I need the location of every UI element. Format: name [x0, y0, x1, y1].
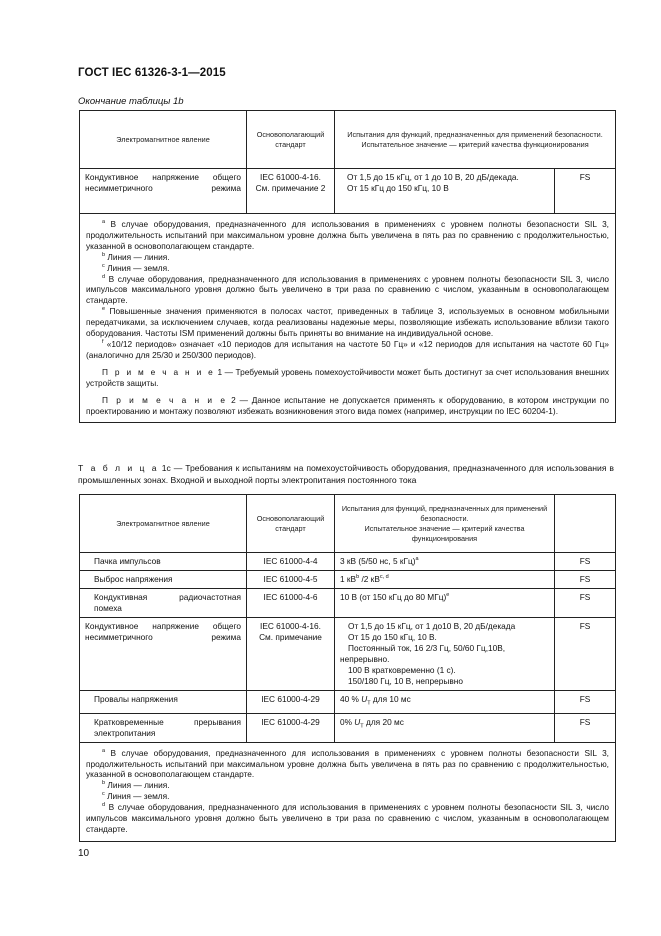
value-line: От 15 до 150 кГц, 10 В. — [348, 632, 437, 642]
header-tests-line2: Испытательное значение — критерий качества функционирования — [361, 139, 589, 149]
cell-standard: IEC 61000-4-29 — [247, 713, 335, 742]
table-row — [80, 713, 616, 742]
cell-standard: IEC 61000-4-16. См. примечание 2 — [247, 169, 335, 214]
note-2: П р и м е ч а н и е 2 — Данное испытание не допускается применять к оборудованию, в котором инструкции по проектированию и монтажу позволяют избежать возникновения этого вида помех (например, инструкции по IEC 60204-1). — [86, 394, 609, 416]
cell-standard: IEC 61000-4-29 — [247, 691, 335, 714]
value-line: От 1,5 до 15 кГц, от 1 до10 В, 20 дБ/декада — [348, 621, 516, 631]
header-tests-line1: Испытания для функций, предназначенных для применений безопасности. — [347, 129, 603, 139]
cell-value — [335, 618, 555, 691]
value-line: От 1,5 до 15 кГц, от 1 до 10 В, 20 дБ/декада. — [347, 172, 519, 182]
table-1c-footnotes — [80, 742, 616, 841]
cell-value: 40 % $U_T$ для 10 мс — [335, 691, 555, 714]
cell-phenomenon: Кондуктивная радиочастотная помеха — [80, 589, 247, 618]
header-phenomenon: Электромагнитное явление — [80, 111, 247, 169]
note-1: П р и м е ч а н и е 1 — Требуемый уровень помехоустойчивости может быть достигнут за счет использования внешних устройств защиты. — [86, 366, 609, 388]
cell-value: 1 $кВ^b$ /2 кВ$^{c, d}$ — [335, 571, 555, 589]
header-standard: Основополагающий стандарт — [247, 495, 335, 553]
header-criterion-blank — [555, 495, 616, 553]
footnote-c: $^c$ Линия — земля. — [102, 791, 170, 802]
cell-value: 0% $U_T$ для 20 мс — [335, 713, 555, 742]
value-line: Постоянный ток, 16 2/3 Гц, 50/60 Гц,10В, непрерывно. — [340, 643, 506, 664]
cell-phenomenon: Кондуктивное напряжение общего несимметричного режима — [80, 169, 247, 214]
header-tests — [335, 495, 555, 553]
value-line: От 15 кГц до 150 кГц, 10 В — [347, 183, 449, 193]
footnote-a: $^a$ В случае оборудования, предназначенного для использования в применениях с уровнем полноты безопасности SIL 3, продолжительность испытаний при максимальном уровне должна быть увеличена в пять раз по сравнению с продолжительностью, указанной в основополагающем стандарте. — [86, 747, 609, 780]
table-row — [80, 553, 616, 571]
cell-criterion: FS — [555, 571, 616, 589]
cell-value: 10 В (от 150 кГц до 80 МГц)$^e$ — [335, 589, 555, 618]
cell-criterion: FS — [555, 691, 616, 714]
footnote-e: $^e$ Повышенные значения применяются в полосах частот, приведенных в таблице 3, используемых в основном мобильными передатчиками, за исключением случаев, когда реализованы надежные меры, позволяющие избежать использование вблизи такого оборудования. Частоты ISM применений должны быть приняты во внимание на индивидуальной основе. — [86, 306, 609, 339]
cell-criterion: FS — [555, 553, 616, 571]
cell-standard: IEC 61000-4-4 — [247, 553, 335, 571]
value-line: 150/180 Гц, 10 В, непрерывно — [348, 676, 463, 686]
header-phenomenon: Электромагнитное явление — [80, 495, 247, 553]
cell-phenomenon: Провалы напряжения — [80, 691, 247, 714]
footnote-b: $^b$ Линия — линия. — [102, 251, 170, 262]
footnote-d: $^d$ В случае оборудования, предназначенного для использования в применениях с уровнем полноты безопасности SIL 3, число импульсов максимального уровня должно быть увеличено в три раза по сравнению с числом, указанным в основополагающем стандарте. — [86, 802, 610, 834]
cell-criterion: FS — [555, 589, 616, 618]
cell-standard: IEC 61000-4-6 — [247, 589, 335, 618]
cell-phenomenon: Пачка импульсов — [80, 553, 247, 571]
header-tests — [335, 111, 616, 169]
table-row — [80, 618, 616, 691]
footnote-d: $^d$ В случае оборудования, предназначенного для использования в применениях с уровнем полноты безопасности SIL 3, число импульсов максимального уровня должно быть увеличено в три раза по сравнению с числом, указанным в основополагающем стандарте. — [86, 273, 610, 306]
table-row — [80, 571, 616, 589]
table-1c — [79, 494, 616, 842]
footnote-a: $^a$ В случае оборудования, предназначенного для использования в применениях с уровнем полноты безопасности SIL 3, продолжительность испытаний при максимальном уровне должна быть увеличена в пять раз по сравнению с продолжительностью, указанной в основополагающем стандарте. — [86, 219, 609, 251]
value-line: 100 В кратковременно (1 с). — [348, 665, 456, 675]
table-row — [80, 589, 616, 618]
cell-standard: IEC 61000-4-16. См. примечание — [247, 618, 335, 691]
cell-phenomenon: Кратковременные прерывания электропитания — [80, 713, 247, 742]
table-1b-footnotes — [80, 214, 616, 423]
table-row — [80, 691, 616, 714]
table-1c-caption: Т а б л и ц а 1с — Требования к испытаниям на помехоустойчивость оборудования, предназначенного для использования в промышленных зонах. Входной и выходной порты электропитания постоянного тока — [78, 463, 614, 485]
cell-criterion: FS — [555, 618, 616, 691]
header-standard: Основополагающий стандарт — [247, 111, 335, 169]
footnote-b: $^b$ Линия — линия. — [102, 780, 170, 791]
cell-phenomenon: Кондуктивное напряжение общего несимметричного режима — [80, 618, 247, 691]
header-tests-line1: Испытания для функций, предназначенных для применений безопасности. — [341, 503, 548, 523]
cell-criterion: FS — [555, 169, 616, 214]
table-1b — [79, 110, 616, 423]
table-1b-caption: Окончание таблицы 1b — [78, 96, 184, 107]
document-title: ГОСТ IEC 61326-3-1—2015 — [78, 67, 226, 79]
cell-standard: IEC 61000-4-5 — [247, 571, 335, 589]
header-tests-line2: Испытательное значение — критерий качества функционирования — [364, 523, 525, 543]
footnote-c: $^c$ Линия — земля. — [102, 262, 170, 273]
cell-value: 3 кВ (5/50 нс, 5 кГц)$^a$ — [335, 553, 555, 571]
page-number: 10 — [78, 848, 90, 859]
cell-criterion: FS — [555, 713, 616, 742]
cell-value — [335, 169, 555, 214]
footnote-f: $^f$ «10/12 периодов» означает «10 периодов для испытания на частоте 50 Гц» и «12 периодов для испытания на частоте 60 Гц» (аналогично для 25/30 и 250/300 периодов). — [86, 338, 609, 360]
table-row — [80, 169, 616, 214]
cell-phenomenon: Выброс напряжения — [80, 571, 247, 589]
